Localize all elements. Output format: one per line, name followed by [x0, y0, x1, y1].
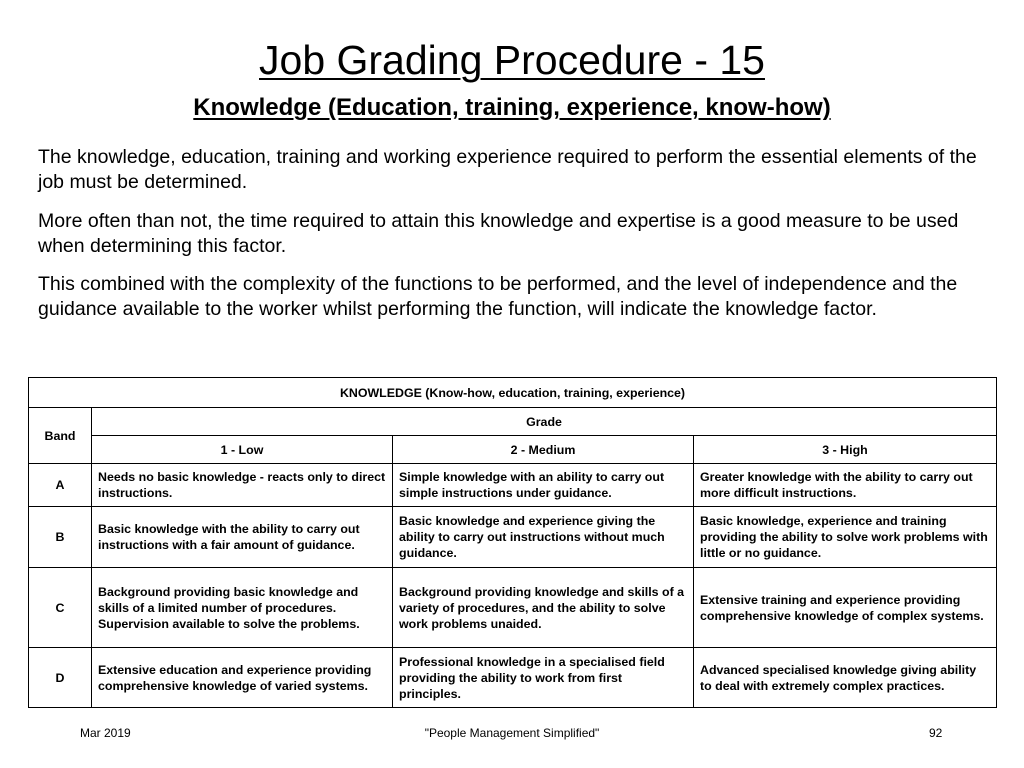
table-caption: KNOWLEDGE (Know-how, education, training, experience)	[29, 378, 997, 408]
slide-subtitle: Knowledge (Education, training, experience, know-how)	[193, 94, 831, 121]
band-label: A	[29, 464, 92, 507]
grade-high-header: 3 - High	[694, 436, 997, 464]
table-row	[29, 507, 997, 568]
table-row	[29, 464, 997, 507]
grade-header: Grade	[92, 408, 997, 436]
page-number: 92	[929, 726, 943, 740]
table-header-row	[29, 408, 997, 436]
band-header: Band	[29, 408, 92, 464]
table-cell: Extensive education and experience providing comprehensive knowledge of varied systems.	[92, 648, 393, 708]
grade-levels-row	[29, 436, 997, 464]
footer-date: Mar 2019	[80, 726, 131, 740]
grade-low-header: 1 - Low	[92, 436, 393, 464]
knowledge-grading-table	[28, 377, 997, 708]
table-cell: Advanced specialised knowledge giving ability to deal with extremely complex practices.	[694, 648, 997, 708]
grade-medium-header: 2 - Medium	[393, 436, 694, 464]
table-row	[29, 568, 997, 648]
band-label: B	[29, 507, 92, 568]
footer-title: "People Management Simplified"	[424, 726, 600, 740]
table-cell: Professional knowledge in a specialised field providing the ability to work from first principles.	[393, 648, 694, 708]
table-cell: Extensive training and experience providing comprehensive knowledge of complex systems.	[694, 568, 997, 648]
table-cell: Needs no basic knowledge - reacts only to direct instructions.	[92, 464, 393, 507]
factor-paragraph: This combined with the complexity of the functions to be performed, and the level of independence and the guidance available to the worker whilst performing the function, will indicate the knowledge factor.	[38, 273, 958, 320]
table-caption-row	[29, 378, 997, 408]
table-cell: Basic knowledge with the ability to carry out instructions with a fair amount of guidance.	[92, 507, 393, 568]
table-cell: Greater knowledge with the ability to carry out more difficult instructions.	[694, 464, 997, 507]
table-cell: Background providing knowledge and skills of a variety of procedures, and the ability to solve work problems unaided.	[393, 568, 694, 648]
band-label: D	[29, 648, 92, 708]
table-cell: Simple knowledge with an ability to carry out simple instructions under guidance.	[393, 464, 694, 507]
measure-paragraph: More often than not, the time required to attain this knowledge and expertise is a good measure to be used when determining this factor.	[38, 210, 959, 257]
band-label: C	[29, 568, 92, 648]
table-cell: Basic knowledge and experience giving the ability to carry out instructions without much guidance.	[393, 507, 694, 568]
slide-title: Job Grading Procedure - 15	[259, 37, 765, 83]
table-row	[29, 648, 997, 708]
intro-paragraph: The knowledge, education, training and working experience required to perform the essential elements of the job must be determined.	[38, 146, 977, 193]
table-cell: Background providing basic knowledge and skills of a limited number of procedures. Supervision available to solve the problems.	[92, 568, 393, 648]
table-cell: Basic knowledge, experience and training providing the ability to solve work problems with little or no guidance.	[694, 507, 997, 568]
